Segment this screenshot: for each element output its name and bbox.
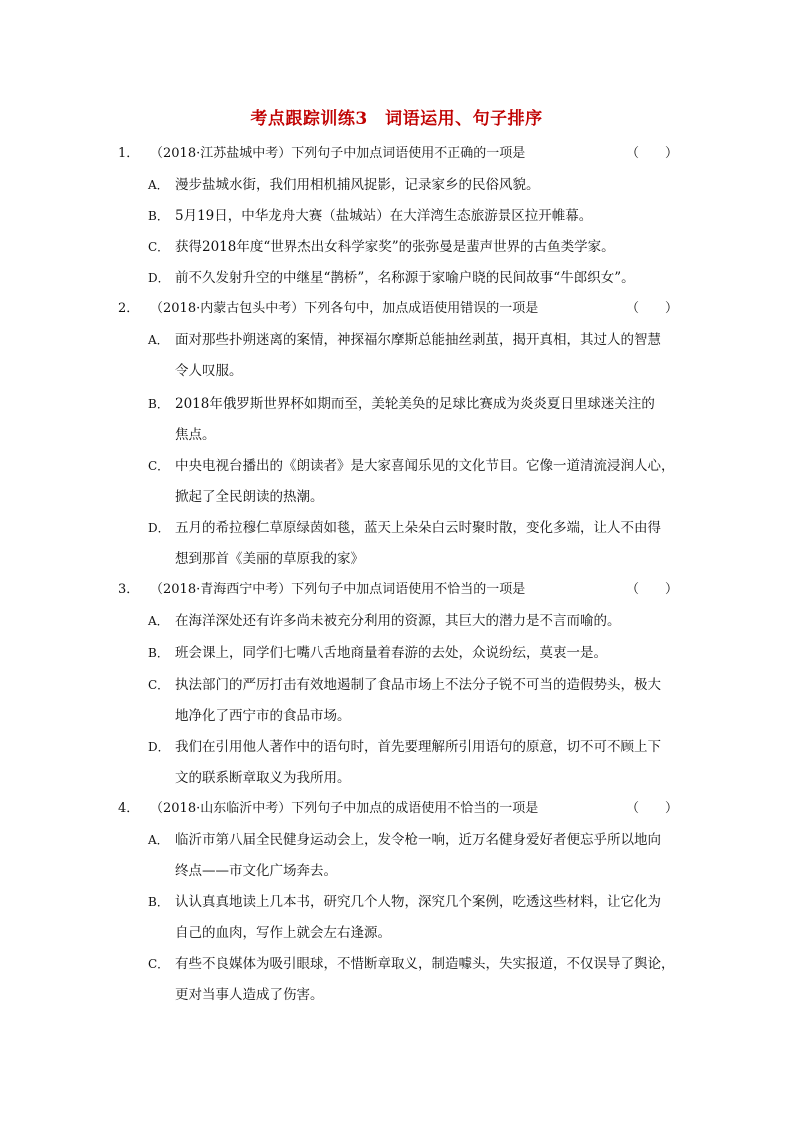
q4-option-c: C． 有些不良媒体为吸引眼球，不惜断章取义，制造噱头，失实报道，不仅误导了舆论，	[148, 956, 675, 972]
q3-option-b: B． 班会课上，同学们七嘴八舌地商量着春游的去处，众说纷纭，莫衷一是。	[148, 645, 607, 661]
page-title: 考点跟踪训练3 词语运用、句子排序	[250, 109, 543, 129]
question-number: 4．	[118, 801, 140, 816]
q3-option-a: A． 在海洋深处还有许多尚未被充分利用的资源，其巨大的潜力是不言而喻的。	[148, 613, 621, 629]
question-text: （2018·山东临沂中考）下列句子中加点的成语使用不恰当的一项是	[150, 801, 539, 816]
q3-option-c: C． 执法部门的严厉打击有效地遏制了食品市场上不法分子锐不可当的造假势头，极大	[148, 677, 661, 693]
question-3-stem	[118, 580, 678, 600]
question-2-stem	[118, 299, 678, 319]
q1-option-c: C． 获得2018年度“世界杰出女科学家奖”的张弥曼是蜚声世界的古鱼类学家。	[148, 239, 615, 255]
question-text: （2018·江苏盐城中考）下列句子中加点词语使用不正确的一项是	[150, 146, 526, 161]
question-1-stem	[118, 144, 678, 164]
question-text: （2018·青海西宁中考）下列句子中加点词语使用不恰当的一项是	[150, 582, 526, 597]
q3-option-d: D． 我们在引用他人著作中的语句时，首先要理解所引用语句的原意，切不可不顾上下	[148, 739, 661, 755]
q1-option-d: D． 前不久发射升空的中继星“鹊桥”，名称源于家喻户晓的民间故事“牛郎织女”。	[148, 270, 635, 286]
q2-option-a: A． 面对那些扑朔迷离的案情，神探福尔摩斯总能抽丝剥茧，揭开真相，其过人的智慧	[148, 332, 661, 348]
q2-option-b-cont: 焦点。	[175, 427, 216, 443]
question-text: （2018·内蒙古包头中考）下列各句中，加点成语使用错误的一项是	[150, 301, 539, 316]
answer-blank: （ ）	[625, 582, 678, 597]
question-number: 2．	[118, 301, 140, 316]
answer-blank: （ ）	[625, 801, 678, 816]
q2-option-d: D． 五月的希拉穆仁草原绿茵如毯，蓝天上朵朵白云时聚时散，变化多端，让人不由得	[148, 520, 661, 536]
q3-option-d-cont: 文的联系断章取义为我所用。	[175, 770, 351, 786]
q4-option-a: A． 临沂市第八届全民健身运动会上，发令枪一响，近万名健身爱好者便忘乎所以地向	[148, 832, 661, 848]
q1-option-a: A． 漫步盐城水街，我们用相机捕风捉影，记录家乡的民俗风貌。	[148, 177, 540, 193]
q2-option-c: C． 中央电视台播出的《朗读者》是大家喜闻乐见的文化节目。它像一道清流浸润人心，	[148, 458, 675, 474]
q4-option-b-cont: 自己的血肉，写作上就会左右逢源。	[175, 925, 391, 941]
q3-option-c-cont: 地净化了西宁市的食品市场。	[175, 708, 351, 724]
q4-option-c-cont: 更对当事人造成了伤害。	[175, 987, 324, 1003]
q2-option-c-cont: 掀起了全民朗读的热潮。	[175, 489, 324, 505]
q2-option-b: B． 2018年俄罗斯世界杯如期而至，美轮美奂的足球比赛成为炎炎夏日里球迷关注的	[148, 396, 655, 412]
question-number: 3．	[118, 582, 140, 597]
answer-blank: （ ）	[625, 146, 678, 161]
question-4-stem	[118, 799, 678, 819]
q1-option-b: B． 5月19日，中华龙舟大赛（盐城站）在大洋湾生态旅游景区拉开帷幕。	[148, 208, 593, 224]
q2-option-d-cont: 想到那首《美丽的草原我的家》	[175, 551, 364, 567]
answer-blank: （ ）	[625, 301, 678, 316]
q4-option-b: B． 认认真真地读上几本书，研究几个人物，深究几个案例，吃透这些材料，让它化为	[148, 894, 661, 910]
question-number: 1．	[118, 146, 140, 161]
q4-option-a-cont: 终点——市文化广场奔去。	[175, 863, 337, 879]
q2-option-a-cont: 令人叹服。	[175, 363, 243, 379]
